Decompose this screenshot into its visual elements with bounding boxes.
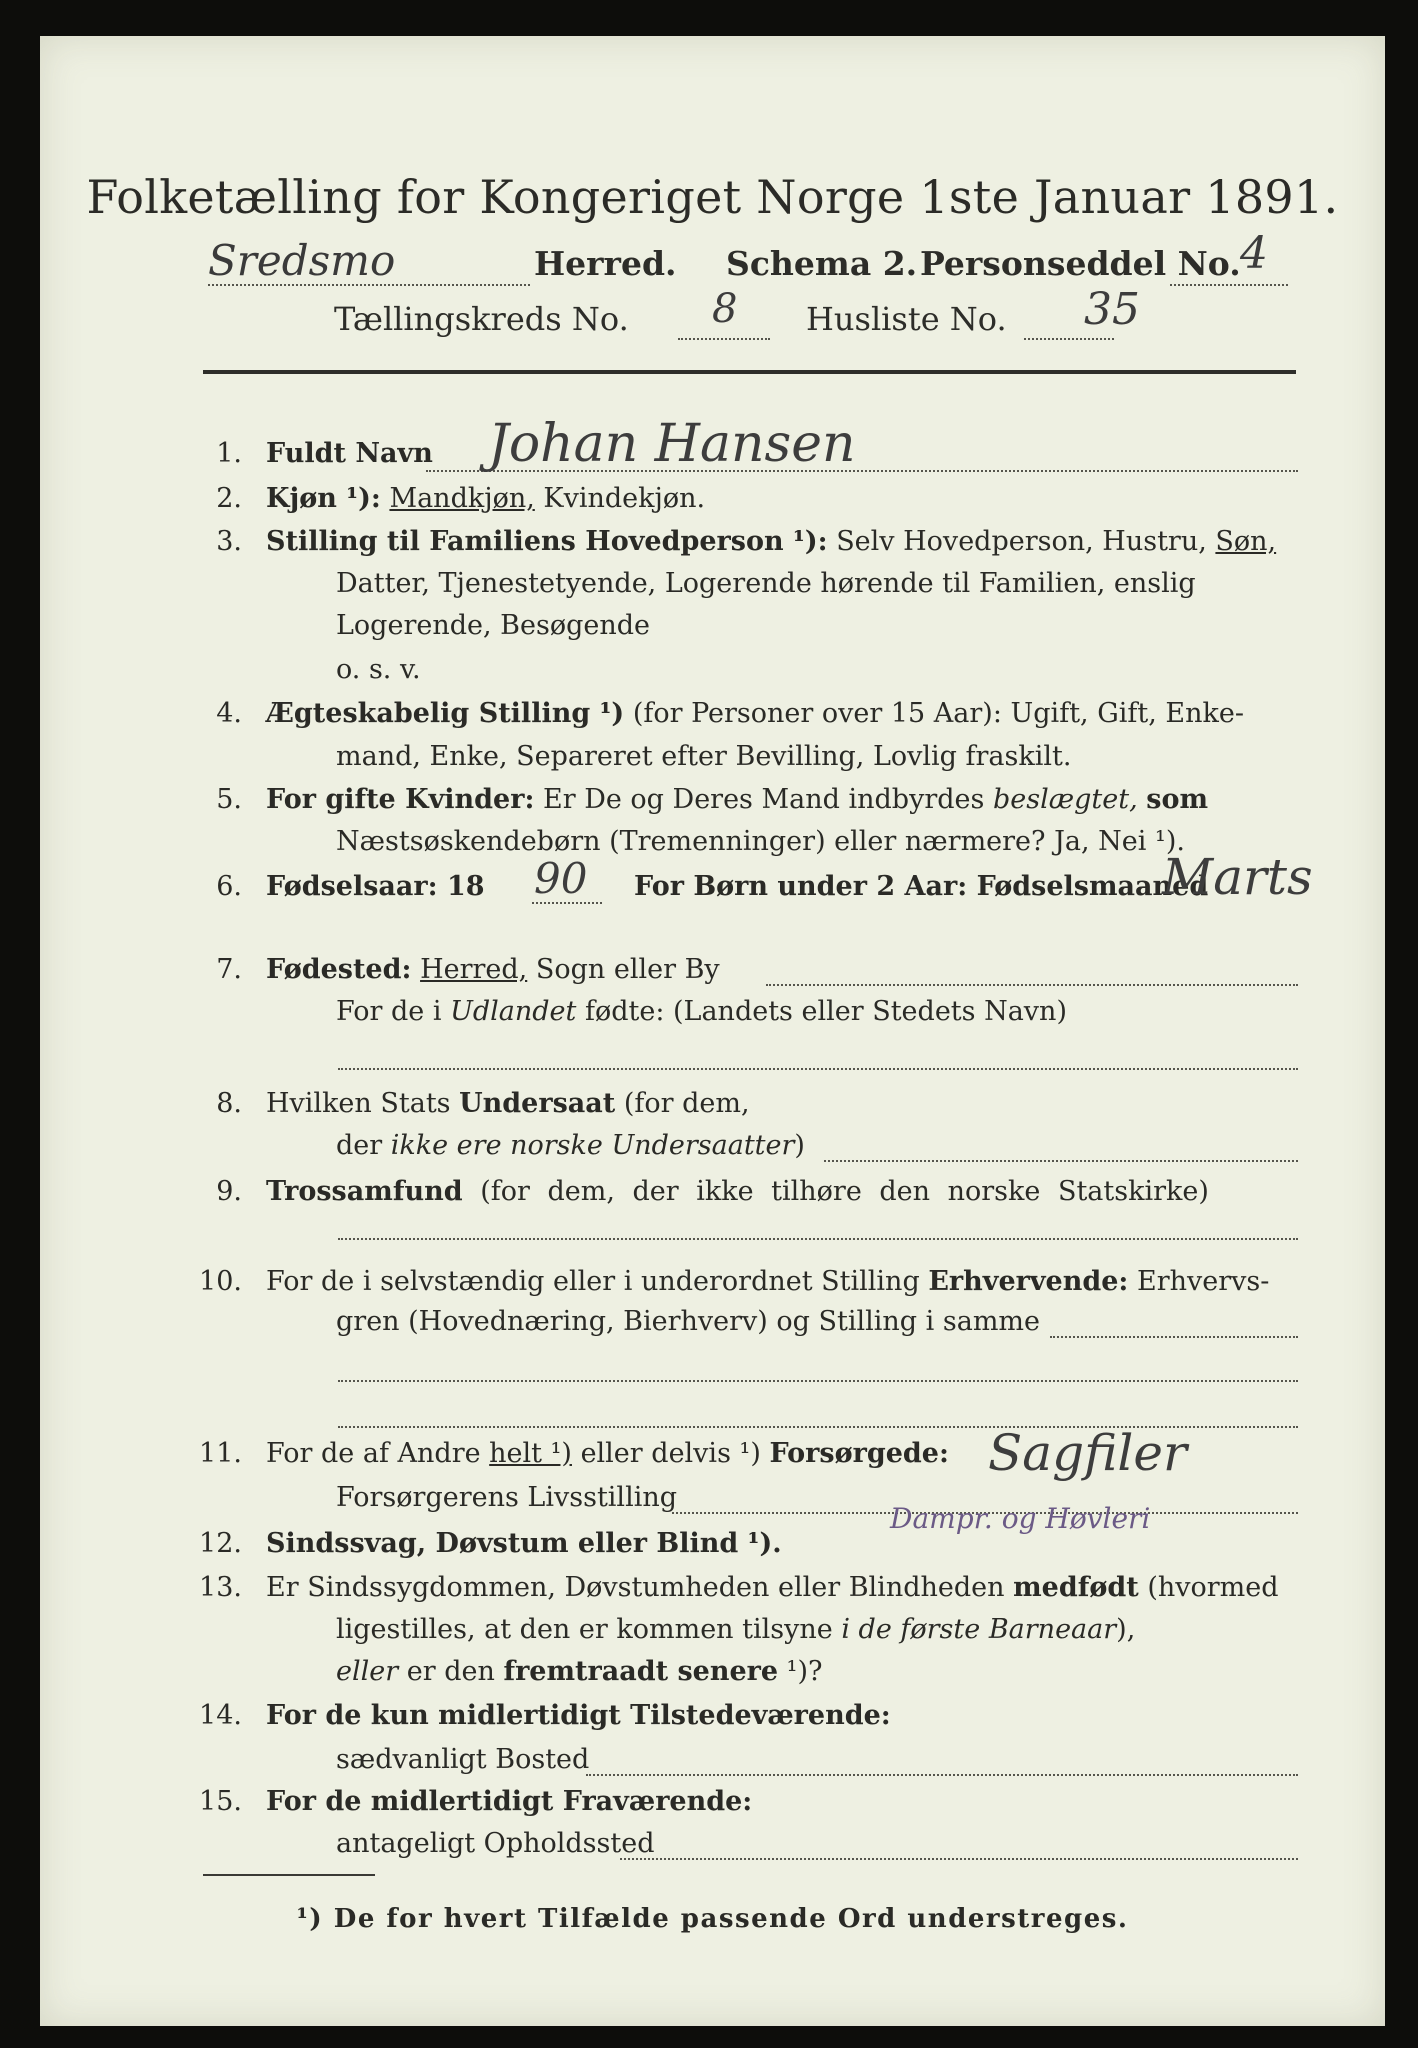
q7-udlandet: Udlandet xyxy=(450,996,577,1027)
q14-line2: sædvanligt Bosted xyxy=(336,1744,590,1775)
q1-number: 1. xyxy=(216,438,242,469)
kreds-label: Tællingskreds No. xyxy=(334,300,629,338)
header-rule xyxy=(203,370,1296,374)
q8-dots xyxy=(824,1160,1298,1162)
q10-number: 10. xyxy=(199,1266,242,1297)
q8-line1-c: (for dem, xyxy=(623,1088,750,1119)
q6-year-dots xyxy=(532,902,602,904)
q10-line1-a: For de i selvstændig eller i underordnet Stilling xyxy=(266,1266,920,1297)
herred-value: Sredsmo xyxy=(208,236,396,285)
q9-rest: (for dem, der ikke tilhøre den norske Statskirke) xyxy=(480,1176,1209,1207)
footnote-rule xyxy=(203,1874,375,1876)
q2-option-male: Mandkjøn, xyxy=(389,483,535,514)
husliste-label: Husliste No. xyxy=(806,300,1007,338)
q11-number: 11. xyxy=(199,1438,242,1469)
q13-line2-a: ligestilles, at den er kommen tilsyne xyxy=(336,1614,833,1645)
q7-dots-1 xyxy=(766,984,1298,986)
q3-line1 xyxy=(266,526,1276,557)
form-title: Folketælling for Kongeriget Norge 1ste Januar 1891. xyxy=(86,170,1339,224)
herred-dots xyxy=(208,284,530,286)
q8-line1-a: Hvilken Stats xyxy=(266,1088,451,1119)
q11-answer: Sagfiler xyxy=(988,1424,1187,1482)
herred-label: Herred. xyxy=(534,244,677,283)
q13-line1-a: Er Sindssygdommen, Døvstumheden eller Blindheden xyxy=(266,1572,1005,1603)
q4-number: 4. xyxy=(216,698,242,729)
q8-line1 xyxy=(266,1088,750,1119)
q8-line2-a: der xyxy=(336,1130,383,1161)
q11-line1-b: eller delvis ¹) xyxy=(580,1438,761,1469)
q15-line2: antageligt Opholdssted xyxy=(336,1828,655,1859)
q14-number: 14. xyxy=(199,1700,242,1731)
q13-line3 xyxy=(336,1656,823,1687)
q13-eller: eller xyxy=(336,1656,399,1687)
q5-line1-rest: Er De og Deres Mand indbyrdes xyxy=(543,784,985,815)
q7-number: 7. xyxy=(216,954,242,985)
q15-dots xyxy=(620,1858,1298,1860)
q11-helt: helt ¹) xyxy=(489,1438,572,1469)
personseddel-dots xyxy=(1170,284,1288,286)
q13-line3-c: ¹)? xyxy=(786,1656,823,1687)
q7-label: Fødested: xyxy=(266,954,412,985)
q1-answer: Johan Hansen xyxy=(488,414,856,474)
q11-forsorgede: Forsørgede: xyxy=(769,1438,949,1469)
q13-fremtraadt: fremtraadt senere xyxy=(503,1656,779,1687)
q5-som: som xyxy=(1146,784,1209,815)
q8-line2 xyxy=(336,1130,805,1161)
q8-number: 8. xyxy=(216,1088,242,1119)
personseddel-value: 4 xyxy=(1240,228,1268,279)
census-form-page xyxy=(40,36,1385,2026)
q3-line2: Datter, Tjenestetyende, Logerende hørende til Familien, enslig xyxy=(336,568,1196,599)
q12-label: Sindssvag, Døvstum eller Blind ¹). xyxy=(266,1528,782,1559)
q6-number: 6. xyxy=(216,871,242,902)
q6-month-value: Marts xyxy=(1162,848,1313,906)
q13-line1-c: (hvormed xyxy=(1147,1572,1279,1603)
footnote: ¹) De for hvert Tilfælde passende Ord understreges. xyxy=(296,1904,1129,1934)
q13-line3-a: er den xyxy=(406,1656,495,1687)
q13-number: 13. xyxy=(199,1572,242,1603)
q5-line2: Næstsøskendebørn (Tremenninger) eller nærmere? Ja, Nei ¹). xyxy=(336,826,1185,857)
q8-undersaat: Undersaat xyxy=(459,1088,616,1119)
q13-medfodt: medfødt xyxy=(1013,1572,1139,1603)
q10-line1 xyxy=(266,1266,1269,1297)
q5-label: For gifte Kvinder: xyxy=(266,784,535,815)
q11-line2: Forsørgerens Livsstilling xyxy=(336,1482,678,1513)
q13-line2 xyxy=(336,1614,1135,1645)
q4-line1-rest: (for Personer over 15 Aar): Ugift, Gift, Enke- xyxy=(632,698,1244,729)
q8-line2-b: ) xyxy=(794,1130,805,1161)
q5-beslaegtet: beslægtet, xyxy=(992,784,1138,815)
q13-line1 xyxy=(266,1572,1279,1603)
q6-label2: For Børn under 2 Aar: Fødselsmaaned xyxy=(634,871,1209,902)
q11-answer2: Dampr. og Høvleri xyxy=(890,1502,1151,1535)
q3-line4: o. s. v. xyxy=(336,654,421,685)
q7-line1 xyxy=(266,954,720,985)
q6-label: Fødselsaar: 18 xyxy=(266,871,485,902)
kreds-dots xyxy=(678,338,770,340)
q9-dots xyxy=(338,1238,1298,1240)
q15-number: 15. xyxy=(199,1786,242,1817)
q14-label: For de kun midlertidigt Tilstedeværende: xyxy=(266,1700,891,1731)
q11-line1-a: For de af Andre xyxy=(266,1438,481,1469)
q3-number: 3. xyxy=(216,526,242,557)
q6-year-value: 90 xyxy=(534,854,588,903)
q15-label: For de midlertidigt Fraværende: xyxy=(266,1786,753,1817)
q7-line2 xyxy=(336,996,1067,1027)
q5-number: 5. xyxy=(216,784,242,815)
husliste-dots xyxy=(1024,338,1114,340)
q7-line1-rest: Sogn eller By xyxy=(535,954,720,985)
q1-label: Fuldt Navn xyxy=(266,438,433,469)
q7-line2-a: For de i xyxy=(336,996,442,1027)
schema-label: Schema 2. xyxy=(726,244,918,283)
q2-label: Kjøn ¹): xyxy=(266,483,381,514)
q3-option-son: Søn, xyxy=(1215,526,1277,557)
q10-dots-2 xyxy=(338,1380,1298,1382)
q7-option-herred: Herred, xyxy=(420,954,528,985)
q10-erhvervende: Erhvervende: xyxy=(928,1266,1129,1297)
q10-dots-1 xyxy=(1050,1336,1298,1338)
q9-label: Trossamfund xyxy=(266,1176,463,1207)
q10-line2: gren (Hovednæring, Bierhverv) og Stilling i samme xyxy=(336,1306,1041,1337)
q8-line2-italic: ikke ere norske Undersaatter xyxy=(390,1130,795,1161)
personseddel-label: Personseddel No. xyxy=(920,244,1241,283)
q3-label: Stilling til Familiens Hovedperson ¹): xyxy=(266,526,828,557)
q5-line1 xyxy=(266,784,1208,815)
q3-line3: Logerende, Besøgende xyxy=(336,610,650,641)
q9-line xyxy=(266,1176,1209,1207)
q10-line1-c: Erhvervs- xyxy=(1137,1266,1270,1297)
q9-number: 9. xyxy=(216,1176,242,1207)
q14-dots xyxy=(586,1774,1298,1776)
q13-line2-b: ), xyxy=(1116,1614,1136,1645)
q2-number: 2. xyxy=(216,483,242,514)
q4-line2: mand, Enke, Separeret efter Bevilling, Lovlig fraskilt. xyxy=(336,741,1072,772)
q2-line xyxy=(266,483,705,514)
q4-label: Ægteskabelig Stilling ¹) xyxy=(266,698,625,729)
husliste-value: 35 xyxy=(1084,284,1140,335)
q11-line1 xyxy=(266,1438,949,1469)
q2-option-female: Kvindekjøn. xyxy=(543,483,706,514)
q7-dots-2 xyxy=(338,1068,1298,1070)
q4-line1 xyxy=(266,698,1244,729)
q12-number: 12. xyxy=(199,1528,242,1559)
kreds-value: 8 xyxy=(712,286,738,332)
q7-line2-b: fødte: (Landets eller Stedets Navn) xyxy=(584,996,1067,1027)
q13-line2-italic: i de første Barneaar xyxy=(841,1614,1117,1645)
q3-line1-rest: Selv Hovedperson, Hustru, xyxy=(836,526,1207,557)
